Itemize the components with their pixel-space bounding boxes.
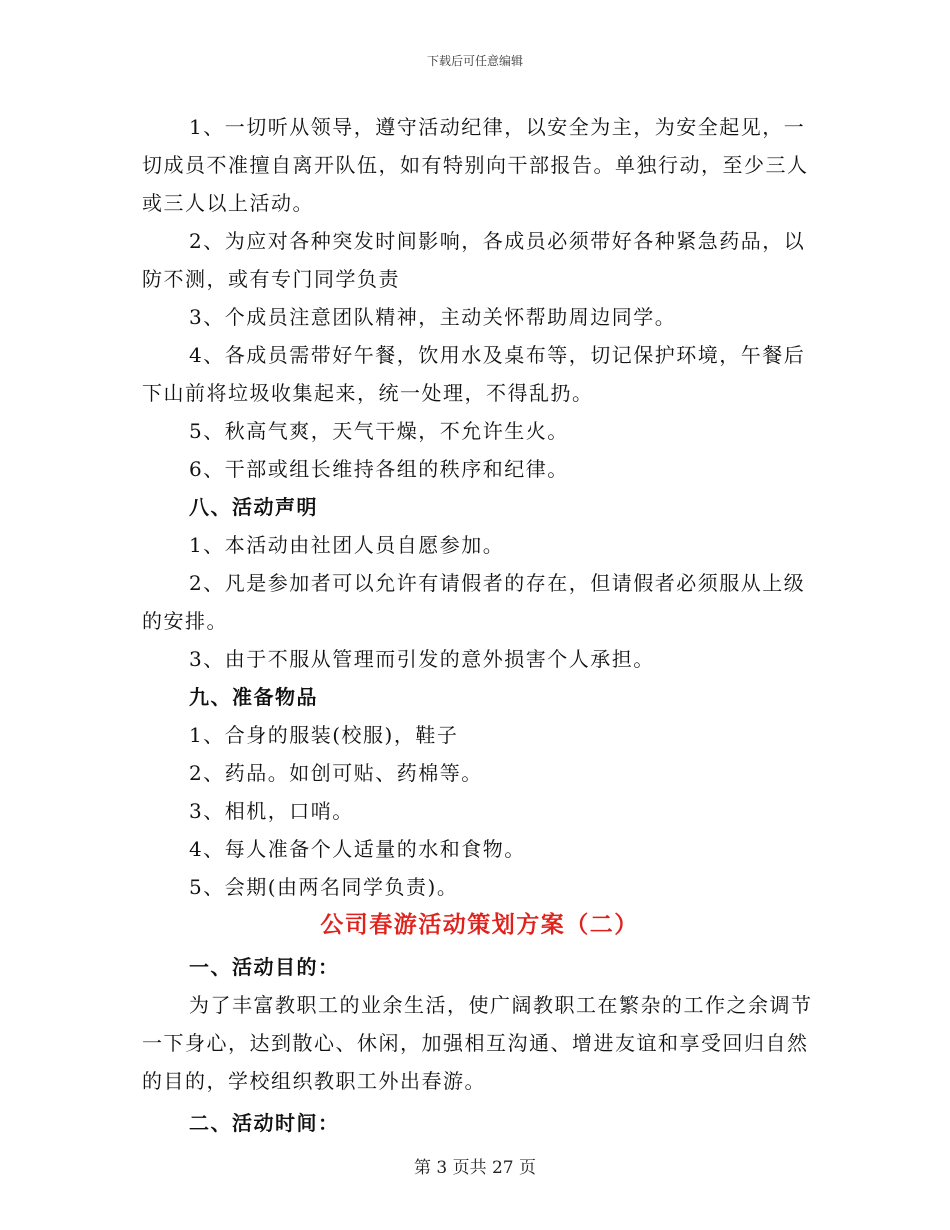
page-footer: 第 3 页共 27 页	[413, 1158, 537, 1178]
section-heading: 八、活动声明	[189, 495, 318, 519]
statement-item: 2、凡是参加者可以允许有请假者的存在，但请假者必须服从上级的安排。	[142, 571, 806, 633]
supply-item: 2、药品。如创可贴、药棉等。	[189, 761, 483, 785]
safety-item: 6、干部或组长维持各组的秩序和纪律。	[189, 457, 569, 481]
safety-item: 2、为应对各种突发时间影响，各成员必须带好各种紧急药品，以防不测，或有专门同学负责	[142, 229, 806, 291]
supply-item: 5、会期(由两名同学负责)。	[189, 875, 459, 899]
page-header: 下载后可任意编辑	[426, 54, 523, 68]
section-heading: 二、活动时间：	[189, 1111, 340, 1135]
safety-item: 1、一切听从领导，遵守活动纪律，以安全为主，为安全起见，一切成员不准擅自离开队伍，如有特别向干部报告。单独行动，至少三人或三人以上活动。	[142, 115, 809, 215]
statement-item: 3、由于不服从管理而引发的意外损害个人承担。	[189, 647, 655, 671]
supply-item: 3、相机，口哨。	[189, 799, 354, 823]
purpose-paragraph: 为了丰富教职工的业余生活，使广阔教职工在繁杂的工作之余调节一下身心，达到散心、休闲，加强相互沟通、增进友谊和享受回归自然的目的，学校组织教职工外出春游。	[142, 993, 813, 1093]
safety-item: 5、秋高气爽，天气干燥，不允许生火。	[189, 419, 569, 443]
supply-item: 1、合身的服装(校服)，鞋子	[189, 723, 459, 747]
safety-item: 4、各成员需带好午餐，饮用水及桌布等，切记保护环境，午餐后下山前将垃圾收集起来，统一处理，不得乱扔。	[142, 343, 806, 405]
section-heading: 一、活动目的：	[189, 955, 340, 979]
plan-title: 公司春游活动策划方案（二）	[320, 912, 639, 938]
supply-item: 4、每人准备个人适量的水和食物。	[189, 837, 526, 861]
document-body	[142, 108, 817, 1142]
section-heading: 九、准备物品	[189, 685, 318, 709]
safety-item: 3、个成员注意团队精神，主动关怀帮助周边同学。	[189, 305, 677, 329]
statement-item: 1、本活动由社团人员自愿参加。	[189, 533, 505, 557]
